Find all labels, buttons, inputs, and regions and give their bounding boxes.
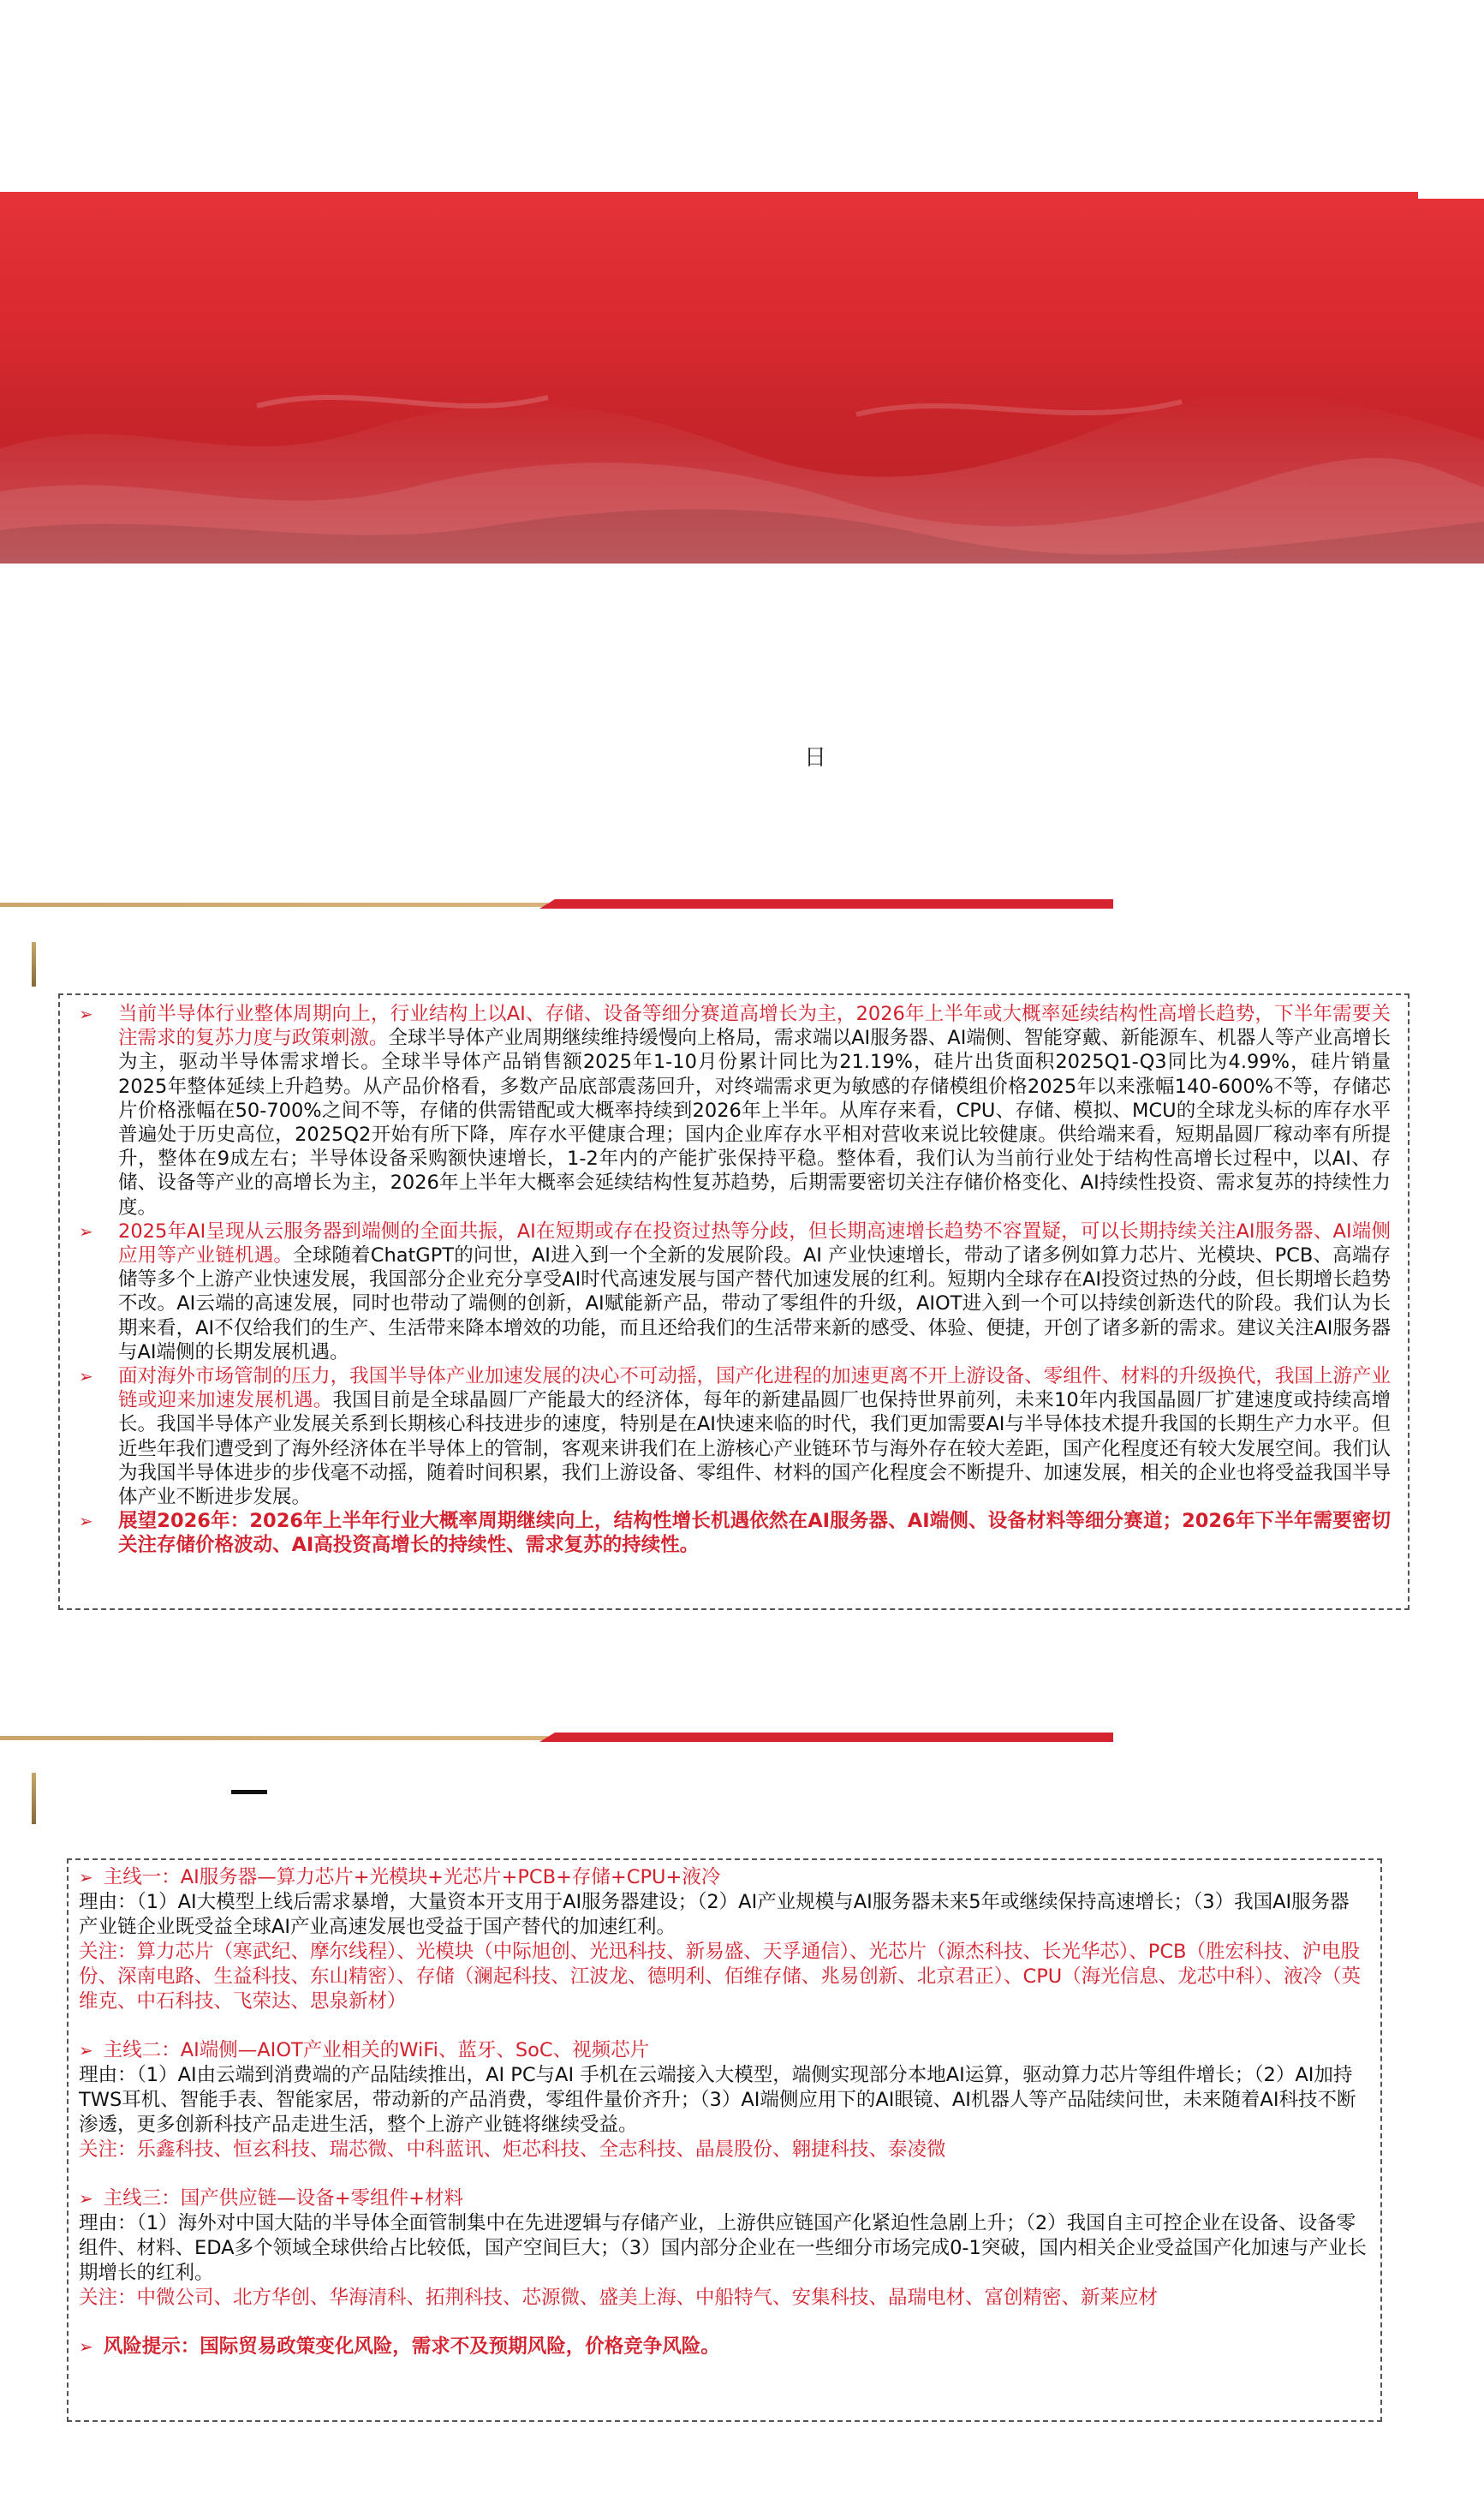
mainline-title: 主线一：AI服务器—算力芯片+光模块+光芯片+PCB+存储+CPU+液冷 [103,1866,721,1888]
banner-notch [1418,192,1484,199]
mainline-head [79,1865,1368,1890]
mainline-reason: 理由：（1）AI大模型上线后需求暴增，大量资本开支用于AI服务器建设；（2）AI产业规模与AI服务器未来5年或继续保持高速增长；（3）我国AI服务器产业链企业既受益全球AI产业高速发展也受益于国产替代的加速红利。 [79,1891,1350,1938]
summary-box [58,993,1410,1610]
mainline-title: 主线三：国产供应链—设备+零组件+材料 [103,2187,463,2210]
paragraph-highlight: 展望2026年：2026年上半年行业大概率周期继续向上，结构性增长机遇依然在AI服务器、AI端侧、设备材料等细分赛道；2026年下半年需要密切关注存储价格波动、AI高投资高增长的持续性、需求复苏的持续性。 [118,1510,1391,1557]
spacer [79,2162,1368,2186]
mainline-focus: 关注：中微公司、北方华创、华海清科、拓荆科技、芯源微、盛美上海、中船特气、安集科技、晶瑞电材、富创精密、新莱应材 [79,2287,1159,2309]
paragraph-body: 全球半导体产业周期继续维持缓慢向上格局，需求端以AI服务器、AI端侧、智能穿戴、新能源车、机器人等产业高增长为主，驱动半导体需求增长。全球半导体产品销售额2025年1-10月份累计同比为21.19%，硅片出货面积2025Q1-Q3同比为4.99%，硅片销量2025年整体延续上升趋势。从产品价格看，多数产品底部震荡回升，对终端需求更为敏感的存储模组价格2025年以来涨幅140-600%不等，存储芯片价格涨幅在50-700%之间不等，存储的供需错配或大概率持续到2026年上半年。从库存来看，CPU、存储、模拟、MCU的全球龙头标的库存水平普遍处于历史高位，2025Q2开始有所下降，库存水平健康合理；国内企业库存水平相对营收来说比较健康。供给端来看，短期晶圆厂稼动率有所提升，整体在9成左右；半导体设备采购额快速增长，1-2年内的产能扩张保持平稳。整体看，我们认为当前行业处于结构性高增长过程中，以AI、存储、设备等产业的高增长为主，2026年上半年大概率会延续结构性复苏趋势，后期需要密切关注存储价格变化、AI持续性投资、需求复苏的持续性力度。 [118,1027,1391,1219]
divider-gold [0,903,548,907]
bullet-arrow-icon: ➢ [79,1220,93,1242]
mainlines-box [67,1858,1382,2422]
section-marker [32,1773,36,1824]
mainline-head [79,2038,1368,2063]
mainline-reason: 理由：（1）AI由云端到消费端的产品陆续推出，AI PC与AI 手机在云端接入大模型，端侧实现部分本地AI运算，驱动算力芯片等组件增长；（2）AI加持TWS耳机、智能手表、智能家居，带动新的产品消费，零组件量价齐升；（3）AI端侧应用下的AI眼镜、AI机器人等产品陆续问世，未来随着AI科技不断渗透，更多创新科技产品走进生活，整个上游产业链将继续受益。 [79,2064,1356,2136]
paragraph-highlight: 当前半导体行业整体周期向上，行业结构上以AI、存储、设备等细分赛道高增长为主，2026年上半年或大概率延续结构性高增长趋势，下半年需要关注需求的复苏力度与政策刺激。 [118,1003,1391,1050]
risk-line [79,2335,1368,2359]
bullet-arrow-icon: ➢ [79,1004,93,1024]
paragraph-body: 全球随着ChatGPT的问世，AI进入到一个全新的发展阶段。AI 产业快速增长，带动了诸多例如算力芯片、光模块、PCB、高端存储等多个上游产业快速发展，我国部分企业充分享受AI时代高速发展与国产替代加速发展的红利。短期内全球存在AI投资过热的分歧，但长期增长趋势不改。AI云端的高速发展，同时也带动了端侧的创新，AI赋能新产品，带动了零组件的升级，AIOT进入到一个可以持续创新迭代的阶段。我们认为长期来看，AI不仅给我们的生产、生活带来降本增效的功能，而且还给我们的生活带来新的感受、体验、便捷，开创了诸多新的需求。建议关注AI服务器与AI端侧的长期发展机遇。 [118,1244,1391,1363]
bullet-arrow-icon: ➢ [79,2040,93,2061]
spacer [79,2014,1368,2038]
paragraph-highlight: 2025年AI呈现从云服务器到端侧的全面共振，AI在短期或存在投资过热等分歧，但长期高速增长趋势不容置疑，可以长期持续关注AI服务器、AI端侧应用等产业链机遇。 [118,1220,1391,1267]
section-marker [32,942,36,987]
summary-paragraph [70,1509,1391,1557]
section-divider [0,1733,1113,1743]
bullet-arrow-icon: ➢ [79,1511,93,1532]
wave-texture [0,192,1484,564]
summary-paragraph [70,1364,1391,1509]
mainline-reason: 理由：（1）海外对中国大陆的半导体全面管制集中在先进逻辑与存储产业，上游供应链国产化紧迫性急剧上升；（2）我国自主可控企业在设备、设备零组件、材料、EDA多个领域全球供给占比较低，国产空间巨大；（3）国内部分企业在一些细分市场完成0-1突破，国内相关企业受益国产化加速与产业长期增长的红利。 [79,2212,1367,2284]
cover-banner [0,192,1484,564]
bullet-arrow-icon: ➢ [79,2188,93,2209]
bullet-arrow-icon: ➢ [79,2336,93,2357]
paragraph-highlight: 面对海外市场管制的压力，我国半导体产业加速发展的决心不可动摇，国产化进程的加速更离不开上游设备、零组件、材料的升级换代，我国上游产业链或迎来加速发展机遇。 [118,1365,1391,1412]
summary-paragraph [70,1002,1391,1220]
mainline-head [79,2186,1368,2211]
mainline-title: 主线二：AI端侧—AIOT产业相关的WiFi、蓝牙、SoC、视频芯片 [103,2039,650,2061]
mainline-focus: 关注：乐鑫科技、恒玄科技、瑞芯微、中科蓝讯、炬芯科技、全志科技、晶晨股份、翱捷科技、泰凌微 [79,2138,946,2161]
spacer [79,2311,1368,2335]
bullet-arrow-icon: ➢ [79,1366,93,1387]
summary-paragraph [70,1220,1391,1364]
paragraph-body: 我国目前是全球晶圆厂产能最大的经济体，每年的新建晶圆厂也保持世界前列，未来10年内我国晶圆厂扩建速度或持续高增长。我国半导体产业发展关系到长期核心科技进步的速度，特别是在AI快速来临的时代，我们更加需要AI与半导体技术提升我国的长期生产力水平。但近些年我们遭受到了海外经济体在半导体上的管制，客观来讲我们在上游核心产业链环节与海外存在较大差距，国产化程度还有较大发展空间。我们认为我国半导体进步的步伐毫不动摇，随着时间积累，我们上游设备、零组件、材料的国产化程度会不断提升、加速发展，相关的企业也将受益我国半导体产业不断进步发展。 [118,1389,1391,1509]
section-divider [0,899,1113,910]
divider-red [539,1733,1113,1742]
section-title-mark [231,1790,267,1794]
risk-text: 风险提示：国际贸易政策变化风险，需求不及预期风险，价格竞争风险。 [103,2335,720,2358]
divider-red [539,899,1113,909]
report-date: 日 [804,745,827,771]
bullet-arrow-icon: ➢ [79,1867,93,1888]
mainline-focus: 关注：算力芯片（寒武纪、摩尔线程）、光模块（中际旭创、光迅科技、新易盛、天孚通信）、光芯片（源杰科技、长光华芯）、PCB（胜宏科技、沪电股份、深南电路、生益科技、东山精密）、存储（澜起科技、江波龙、德明利、佰维存储、兆易创新、北京君正）、CPU（海光信息、龙芯中科）、液冷（英维克、中石科技、飞荣达、思泉新材） [79,1941,1362,2013]
divider-gold [0,1736,548,1740]
